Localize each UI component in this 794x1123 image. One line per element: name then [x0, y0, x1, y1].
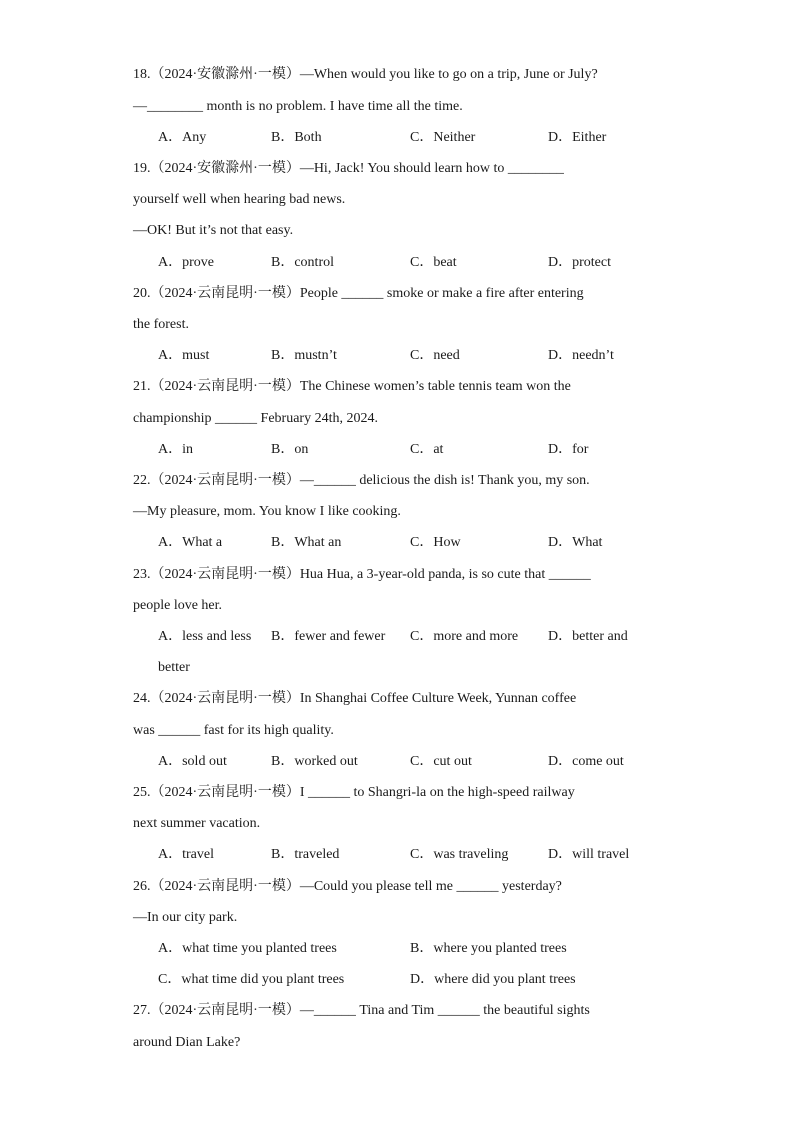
question-22-option-c: C．How — [410, 535, 461, 550]
question-19-option-c: C．beat — [410, 255, 457, 270]
question-25-option-b: B．traveled — [271, 847, 340, 862]
question-19-line-1: 19.（2024·安徽滁州·一模）—Hi, Jack! You should learn how to ________ — [133, 161, 564, 176]
question-25-option-c: C．was traveling — [410, 847, 509, 862]
question-18-option-d: D．Either — [548, 130, 607, 145]
question-19-option-b: B．control — [271, 255, 334, 270]
question-24-option-a: A．sold out — [158, 754, 227, 769]
question-18-option-a: A．Any — [158, 130, 207, 145]
question-21-line-2: championship ______ February 24th, 2024. — [133, 411, 378, 426]
question-26-option-a: A．what time you planted trees — [158, 941, 337, 956]
question-24-option-d: D．come out — [548, 754, 624, 769]
question-27-line-2: around Dian Lake? — [133, 1035, 241, 1050]
question-25-line-2: next summer vacation. — [133, 816, 261, 831]
question-20-line-1: 20.（2024·云南昆明·一模）People ______ smoke or make a fire after entering — [133, 286, 584, 301]
question-20-option-d: D．needn’t — [548, 348, 614, 363]
question-25-option-a: A．travel — [158, 847, 214, 862]
question-21-line-1: 21.（2024·云南昆明·一模）The Chinese women’s table tennis team won the — [133, 379, 571, 394]
question-19-option-a: A．prove — [158, 255, 214, 270]
question-27-line-1: 27.（2024·云南昆明·一模）—______ Tina and Tim ______ the beautiful sights — [133, 1003, 590, 1018]
question-18-option-c: C．Neither — [410, 130, 476, 145]
question-21-option-b: B．on — [271, 442, 309, 457]
question-26-line-1: 26.（2024·云南昆明·一模）—Could you please tell me ______ yesterday? — [133, 879, 562, 894]
question-20-option-a: A．must — [158, 348, 210, 363]
question-23-option-d-continuation: better — [158, 660, 190, 675]
question-24-line-2: was ______ fast for its high quality. — [133, 723, 334, 738]
question-23-option-a: A．less and less — [158, 629, 252, 644]
question-23-option-d: D．better and — [548, 629, 628, 644]
question-21-option-c: C．at — [410, 442, 444, 457]
question-26-line-2: —In our city park. — [133, 910, 238, 925]
question-19-line-3: —OK! But it’s not that easy. — [133, 223, 294, 238]
question-26-option-d: D．where did you plant trees — [410, 972, 576, 987]
question-19-option-d: D．protect — [548, 255, 611, 270]
question-22-line-1: 22.（2024·云南昆明·一模）—______ delicious the dish is! Thank you, my son. — [133, 473, 590, 488]
question-21-option-d: D．for — [548, 442, 589, 457]
question-26-option-b: B．where you planted trees — [410, 941, 567, 956]
question-19-line-2: yourself well when hearing bad news. — [133, 192, 346, 207]
question-23-line-2: people love her. — [133, 598, 223, 613]
question-23-line-1: 23.（2024·云南昆明·一模）Hua Hua, a 3-year-old panda, is so cute that ______ — [133, 567, 591, 582]
question-20-option-b: B．mustn’t — [271, 348, 337, 363]
question-22-line-2: —My pleasure, mom. You know I like cooking. — [133, 504, 401, 519]
question-26-option-c: C．what time did you plant trees — [158, 972, 345, 987]
question-18-line-1: 18.（2024·安徽滁州·一模）—When would you like to go on a trip, June or July? — [133, 67, 598, 82]
question-24-option-b: B．worked out — [271, 754, 358, 769]
question-24-option-c: C．cut out — [410, 754, 472, 769]
question-21-option-a: A．in — [158, 442, 193, 457]
question-20-option-c: C．need — [410, 348, 460, 363]
question-22-option-b: B．What an — [271, 535, 342, 550]
question-18-line-2: —________ month is no problem. I have time all the time. — [133, 99, 463, 114]
question-18-option-b: B．Both — [271, 130, 322, 145]
question-24-line-1: 24.（2024·云南昆明·一模）In Shanghai Coffee Culture Week, Yunnan coffee — [133, 691, 577, 706]
question-25-line-1: 25.（2024·云南昆明·一模）I ______ to Shangri-la on the high-speed railway — [133, 785, 575, 800]
question-20-line-2: the forest. — [133, 317, 189, 332]
question-22-option-a: A．What a — [158, 535, 223, 550]
question-23-option-b: B．fewer and fewer — [271, 629, 386, 644]
question-23-option-c: C．more and more — [410, 629, 519, 644]
question-25-option-d: D．will travel — [548, 847, 630, 862]
question-22-option-d: D．What — [548, 535, 603, 550]
